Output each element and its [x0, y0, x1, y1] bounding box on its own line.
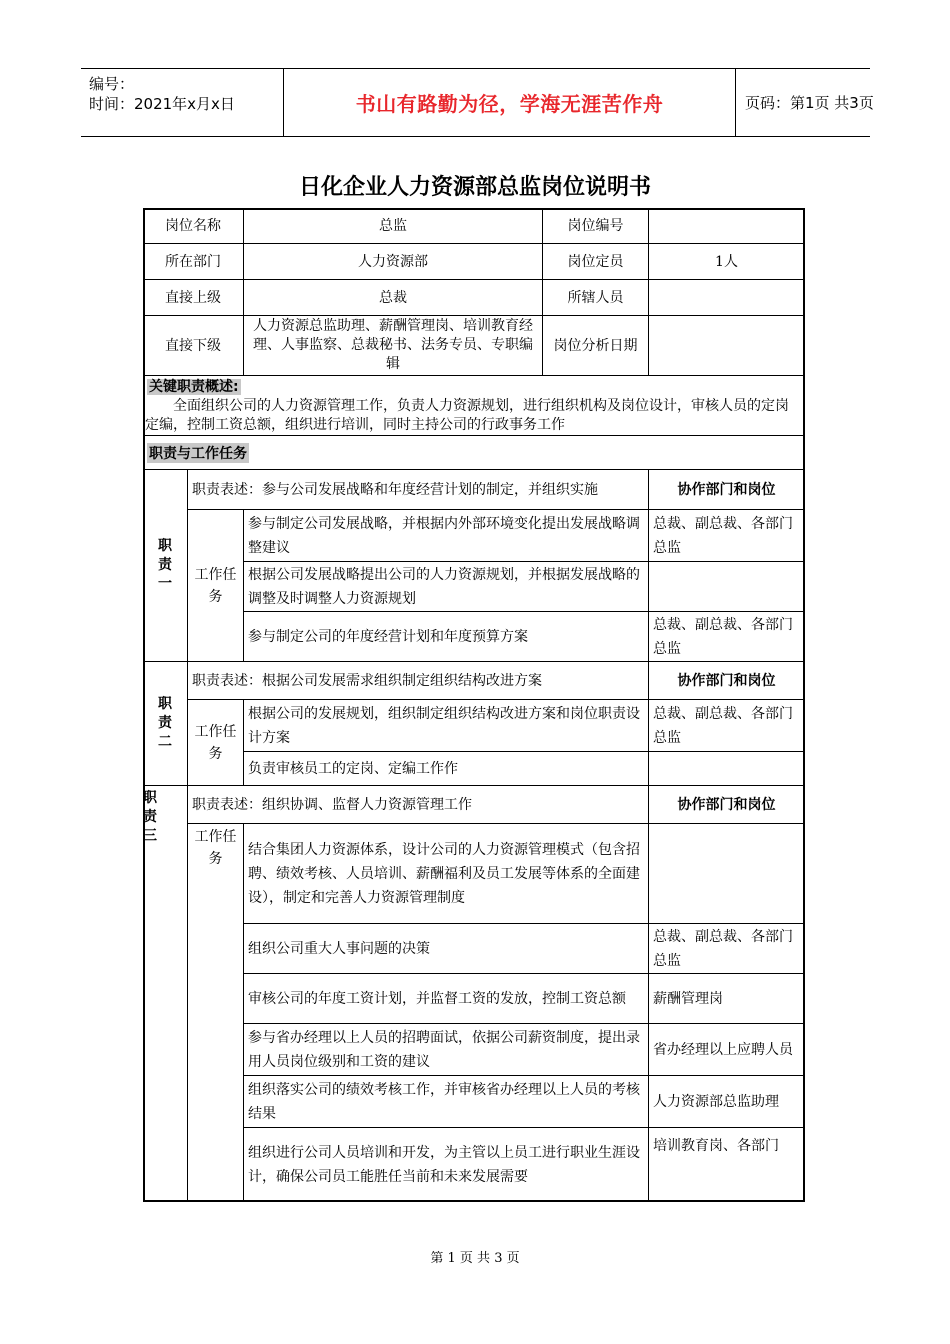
- analysis-date-label: 岗位分析日期: [543, 316, 649, 376]
- duty-3-collab-3: 薪酬管理岗: [649, 974, 805, 1024]
- duty-3-collab-5: 人力资源部总监助理: [649, 1076, 805, 1128]
- header-page-cell: [735, 69, 874, 136]
- duty-3-task-6: 组织进行公司人员培训和开发，为主管以上员工进行职业生涯设计，确保公司员工能胜任当前和未来发展需要: [244, 1128, 649, 1202]
- duty-2-statement: 职责表述：根据公司发展需求组织制定组织结构改进方案: [188, 662, 649, 700]
- time-label: 时间：2021年x月x日: [89, 95, 235, 113]
- header-meta: [81, 69, 283, 136]
- serial-label: 编号：: [89, 75, 135, 93]
- duty-2-task-1: 根据公司的发展规划，组织制定组织结构改进方案和岗位职责设计方案: [244, 700, 649, 752]
- subordinates-label: 直接下级: [143, 316, 244, 376]
- header-slogan-cell: [283, 69, 736, 136]
- duty-2-collab-header: 协作部门和岗位: [649, 662, 805, 700]
- duty-1-statement: 职责表述：参与公司发展战略和年度经营计划的制定，并组织实施: [188, 470, 649, 510]
- duty-3-label: 职 责 三: [143, 786, 188, 1202]
- duty-1-collab-3: 总裁、副总裁、各部门总监: [649, 612, 805, 662]
- position-code-value: [649, 208, 805, 244]
- duty-1-label: 职 责 一: [143, 470, 188, 662]
- page-footer: 第 1 页 共 3 页: [430, 1251, 520, 1266]
- duty-3-task-3: 审核公司的年度工资计划，并监督工资的发放，控制工资总额: [244, 974, 649, 1024]
- duty-3-task-4: 参与省办经理以上人员的招聘面试，依据公司薪资制度，提出录用人员岗位级别和工资的建议: [244, 1024, 649, 1076]
- duty-3-task-label: 工作任务: [188, 824, 244, 1202]
- department-label: 所在部门: [143, 244, 244, 280]
- duty-3-collab-6: 培训教育岗、各部门: [649, 1128, 805, 1202]
- position-name-label: 岗位名称: [143, 208, 244, 244]
- duty-1-task-2: 根据公司发展战略提出公司的人力资源规划，并根据发展战略的调整及时调整人力资源规划: [244, 562, 649, 612]
- managed-value: [649, 280, 805, 316]
- analysis-date-value: [649, 316, 805, 376]
- duty-1-task-label: 工作任务: [188, 510, 244, 662]
- summary-heading: 关键职责概述:: [149, 379, 239, 395]
- duty-3-task-1: 结合集团人力资源体系，设计公司的人力资源管理模式（包含招聘、绩效考核、人员培训、薪酬福利及员工发展等体系的全面建设），制定和完善人力资源管理制度: [244, 824, 649, 924]
- duty-3-collab-2: 总裁、副总裁、各部门总监: [649, 924, 805, 974]
- position-name-value: 总监: [244, 208, 543, 244]
- subordinates-value: 人力资源总监助理、薪酬管理岗、培训教育经理、人事监察、总裁秘书、法务专员、专职编辑: [244, 316, 543, 376]
- document-title: 日化企业人力资源部总监岗位说明书: [298, 175, 651, 200]
- department-value: 人力资源部: [244, 244, 543, 280]
- slogan: 书山有路勤为径，学海无涯苦作舟: [355, 92, 664, 116]
- summary-text: 全面组织公司的人力资源管理工作，负责人力资源规划，进行组织机构及岗位设计，审核人员的定岗定编，控制工资总额，组织进行培训，同时主持公司的行政事务工作: [145, 398, 789, 433]
- duty-3-statement: 职责表述：组织协调、监督人力资源管理工作: [188, 786, 649, 824]
- superior-value: 总裁: [244, 280, 543, 316]
- position-code-label: 岗位编号: [543, 208, 649, 244]
- duties-heading: 职责与工作任务: [143, 436, 805, 470]
- job-description-table: [143, 208, 805, 1202]
- headcount-value: 1人: [649, 244, 805, 280]
- duty-1-collab-2: [649, 562, 805, 612]
- duty-3-collab-header: 协作部门和岗位: [649, 786, 805, 824]
- page-header: [81, 68, 874, 137]
- duty-3-collab-1: [649, 824, 805, 924]
- duty-1-collab-header: 协作部门和岗位: [649, 470, 805, 510]
- headcount-label: 岗位定员: [543, 244, 649, 280]
- duty-1-task-1: 参与制定公司发展战略，并根据内外部环境变化提出发展战略调整建议: [244, 510, 649, 562]
- duty-2-collab-2: [649, 752, 805, 786]
- duty-3-collab-4: 省办经理以上应聘人员: [649, 1024, 805, 1076]
- duty-2-collab-1: 总裁、副总裁、各部门总监: [649, 700, 805, 752]
- managed-label: 所辖人员: [543, 280, 649, 316]
- duty-2-label: 职 责 二: [143, 662, 188, 786]
- duty-3-task-5: 组织落实公司的绩效考核工作，并审核省办经理以上人员的考核结果: [244, 1076, 649, 1128]
- summary-section: [143, 376, 805, 436]
- page-info: 页码：第1页 共3页: [745, 94, 874, 112]
- duty-2-task-label: 工作任务: [188, 700, 244, 786]
- duty-2-task-2: 负责审核员工的定岗、定编工作作: [244, 752, 649, 786]
- duty-1-collab-1: 总裁、副总裁、各部门总监: [649, 510, 805, 562]
- superior-label: 直接上级: [143, 280, 244, 316]
- duty-3-task-2: 组织公司重大人事问题的决策: [244, 924, 649, 974]
- duty-1-task-3: 参与制定公司的年度经营计划和年度预算方案: [244, 612, 649, 662]
